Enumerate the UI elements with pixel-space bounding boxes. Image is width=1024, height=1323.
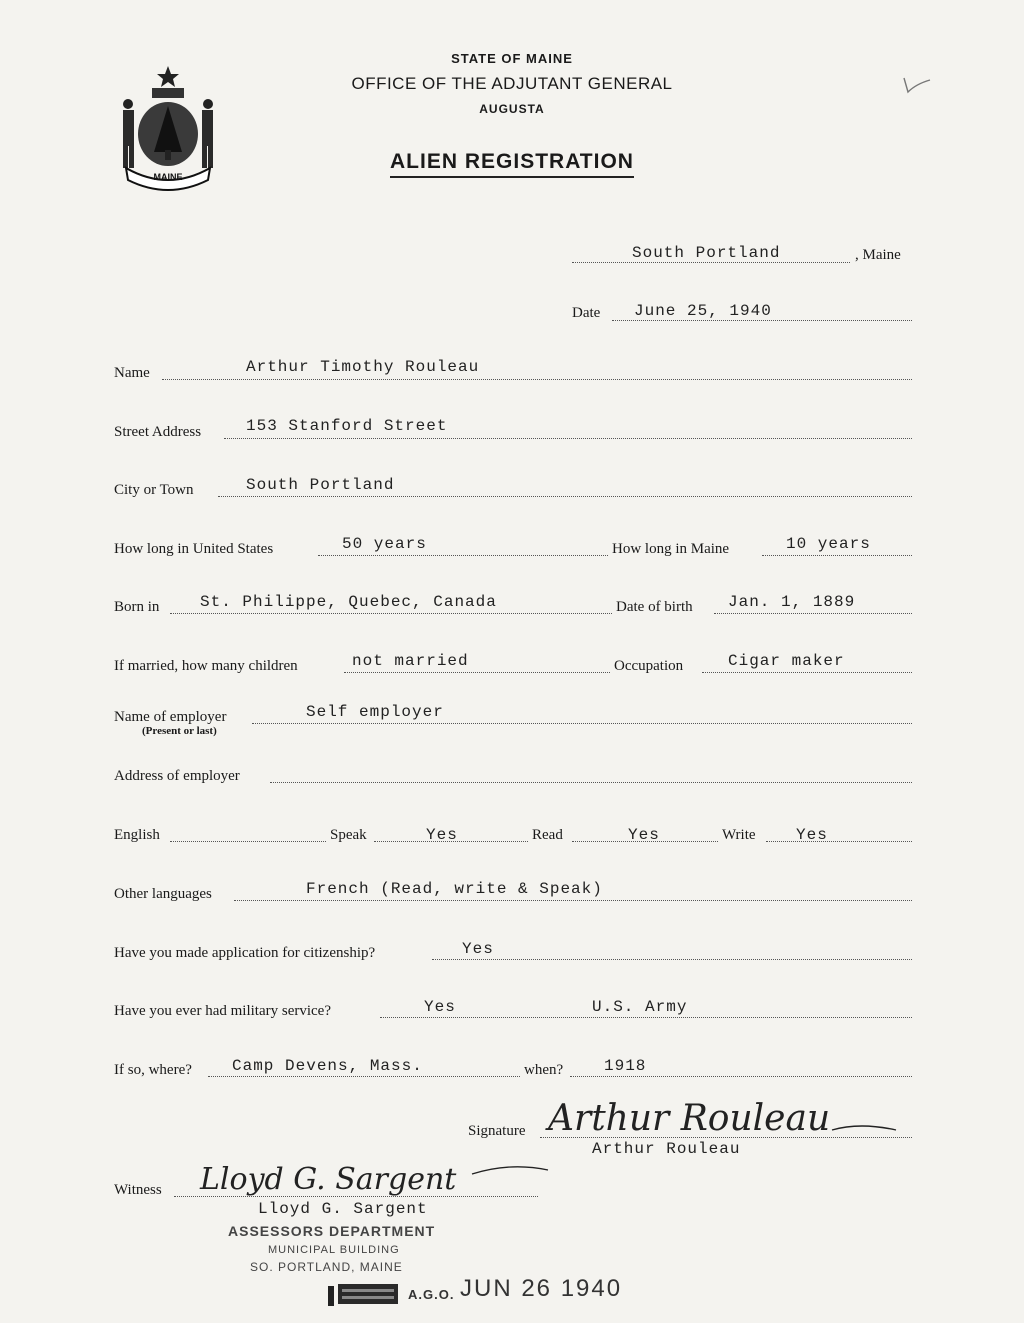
read-value: Yes [628, 826, 660, 844]
how-long-maine-line [762, 555, 912, 556]
english-label: English [114, 827, 160, 843]
children-line [344, 672, 610, 673]
how-long-us-label: How long in United States [114, 541, 274, 557]
military-value: Yes [424, 998, 456, 1016]
how-long-us-value: 50 years [342, 535, 427, 553]
when-value: 1918 [604, 1057, 647, 1075]
witness-typed-name: Lloyd G. Sargent [258, 1200, 428, 1218]
where-value: Camp Devens, Mass. [232, 1057, 423, 1075]
military-label: Have you ever had military service? [114, 1003, 331, 1019]
military-line [380, 1017, 912, 1018]
seal-banner-text: MAINE [153, 172, 183, 182]
speak-label: Speak [330, 827, 367, 843]
name-line [162, 379, 912, 380]
occupation-value: Cigar maker [728, 652, 845, 670]
location-line [572, 262, 850, 263]
other-languages-line [234, 900, 912, 901]
speak-value: Yes [426, 826, 458, 844]
citizenship-line [432, 959, 912, 960]
how-long-maine-value: 10 years [786, 535, 871, 553]
citizenship-label: Have you made application for citizenship? [114, 945, 376, 961]
name-value: Arthur Timothy Rouleau [246, 358, 480, 376]
street-address-label: Street Address [114, 424, 202, 440]
occupation-label: Occupation [614, 658, 684, 674]
witness-signature: Lloyd G. Sargent [200, 1162, 457, 1197]
employer-address-line [270, 782, 912, 783]
applicant-typed-name: Arthur Rouleau [592, 1140, 741, 1158]
read-label: Read [532, 827, 563, 843]
other-languages-label: Other languages [114, 886, 212, 902]
date-of-birth-line [714, 613, 912, 614]
when-line [570, 1076, 912, 1077]
other-languages-value: French (Read, write & Speak) [306, 880, 603, 898]
office-heading: OFFICE OF THE ADJUTANT GENERAL [351, 74, 673, 93]
where-label: If so, where? [114, 1062, 192, 1078]
employer-sublabel: (Present or last) [142, 725, 217, 737]
received-stamp-text: A.G.O. [408, 1287, 455, 1302]
employer-line [252, 723, 912, 724]
write-line [766, 841, 912, 842]
children-label: If married, how many children [114, 658, 298, 674]
english-line [170, 841, 326, 842]
dept-stamp-line2: MUNICIPAL BUILDING [268, 1244, 400, 1256]
city-town-line [218, 496, 912, 497]
signature-flourish [830, 1122, 900, 1141]
children-value: not married [352, 652, 469, 670]
date-label: Date [572, 305, 601, 321]
city-town-value: South Portland [246, 476, 395, 494]
street-address-line [224, 438, 912, 439]
applicant-signature: Arthur Rouleau [548, 1098, 831, 1139]
form-title [0, 150, 1024, 174]
witness-label: Witness [114, 1182, 162, 1198]
date-of-birth-value: Jan. 1, 1889 [728, 593, 856, 611]
date-line [612, 320, 912, 321]
where-line [208, 1076, 520, 1077]
how-long-us-line [318, 555, 608, 556]
write-value: Yes [796, 826, 828, 844]
date-of-birth-label: Date of birth [616, 599, 693, 615]
date-value: June 25, 1940 [634, 302, 772, 320]
employer-address-label: Address of employer [114, 768, 240, 784]
name-label: Name [114, 365, 150, 381]
dept-stamp-line3: SO. PORTLAND, MAINE [250, 1260, 403, 1274]
dept-stamp-line1: ASSESSORS DEPARTMENT [228, 1223, 436, 1239]
occupation-line [702, 672, 912, 673]
born-in-value: St. Philippe, Quebec, Canada [200, 593, 497, 611]
city-town-label: City or Town [114, 482, 194, 498]
witness-flourish [470, 1160, 550, 1187]
employer-label: Name of employer [114, 709, 227, 725]
signature-label: Signature [468, 1123, 526, 1139]
city-heading: AUGUSTA [479, 102, 545, 116]
employer-value: Self employer [306, 703, 444, 721]
write-label: Write [722, 827, 756, 843]
when-label: when? [524, 1062, 564, 1078]
born-in-line [170, 613, 612, 614]
location-value: South Portland [632, 244, 781, 262]
check-mark [900, 74, 934, 101]
state-heading: STATE OF MAINE [451, 51, 573, 66]
location-suffix: , Maine [855, 247, 901, 263]
received-stamp-date: JUN 26 1940 [460, 1275, 623, 1302]
form-title-text: ALIEN REGISTRATION [390, 150, 634, 178]
street-address-value: 153 Stanford Street [246, 417, 448, 435]
how-long-maine-label: How long in Maine [612, 541, 730, 557]
born-in-label: Born in [114, 599, 160, 615]
received-stamp-mark [326, 1282, 402, 1308]
military-branch: U.S. Army [592, 998, 688, 1016]
citizenship-value: Yes [462, 940, 494, 958]
